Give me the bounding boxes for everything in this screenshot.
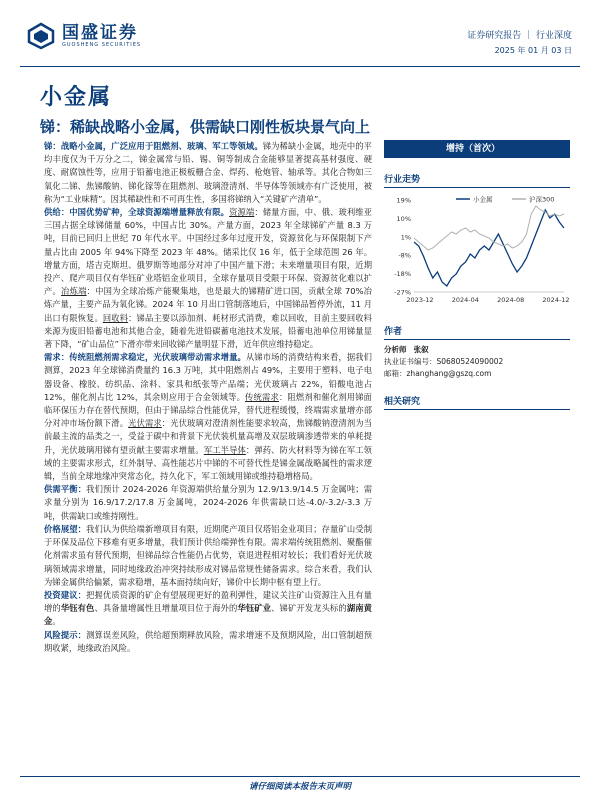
underline-term: 冶炼端 — [61, 286, 87, 297]
paragraph-text: ：阻燃剂和催化剂用锑面临环保压力存在替代预期，但由于锑品综合性能优异，替代进程缓慢，终端需求量增亦部分对冲市场份额下滑。 — [44, 391, 372, 429]
paragraph-investment — [44, 589, 372, 629]
paragraph-demand — [44, 351, 372, 483]
underline-term: 军工半导体 — [203, 444, 246, 455]
email-label: 邮箱： — [384, 369, 407, 378]
paragraph-keyword: 锑：战略小金属，广泛应用于阻燃剂、玻璃、军工等领域。 — [44, 141, 263, 151]
email-line — [384, 368, 570, 380]
paragraph-text: ：锑品主要以添加剂、耗材形式消费，难以回收，目前主要回收料来源为废旧铅蓄电池和其他合金，随着先进铅碳蓄电池技术发展，铅蓄电池单位用锑量显著下降，“矿山品位”下滑亦带来回收锑产量明显下滑，近年供应维持稳定。 — [44, 312, 372, 350]
page-title: 小金属 — [40, 84, 113, 110]
y-tick-label: 1% — [400, 233, 411, 242]
x-tick-label: 2024-08 — [497, 296, 525, 304]
underline-term: 传统需求 — [245, 391, 279, 402]
paragraph-text: 测算误差风险，供给超预期释放风险，需求增速不及预期风险，出口管制超预期收紧，地缘政治风险。 — [44, 629, 372, 653]
company-name: 华钰矿业 — [237, 603, 272, 614]
analyst-name: 张叙 — [413, 345, 429, 354]
trend-chart-svg — [384, 192, 570, 310]
analyst-info — [384, 344, 570, 380]
paragraph-text: 我们预计 2024-2026 年资源端供给量分别为 12.9/13.9/14.5 万金属吨；需求量分别为 16.9/17.2/17.8 万金属吨，2024-2026 年供需缺口达-4.0/-3.2/-3.3 万吨，供需缺口或维持刚性。 — [44, 484, 372, 521]
author-section-title: 作者 — [384, 324, 570, 340]
page-subtitle: 锑：稀缺战略小金属，供需缺口刚性板块景气向上 — [40, 118, 371, 136]
company-name: 华钰有色 — [60, 603, 95, 614]
report-header — [0, 0, 600, 70]
x-tick-label: 2024-04 — [451, 296, 479, 304]
related-section-title: 相关研究 — [384, 394, 570, 410]
trend-section-title: 行业走势 — [384, 172, 570, 188]
paragraph-text: 锑为稀缺小金属，地壳中的平均丰度仅为千万分之二，锑金属常与铅、锡、铜等制成合金能够显著提高基材强度、硬度、耐腐蚀性等，应用于铅蓄电池正极板栅合金、焊药、枪炮管、轴承等。其化合物如三氧化二锑、焦锑酸钠、锑化镓等在阻燃剂、玻璃澄清剂、半导体等领域亦有广泛使用，被称为“工业味精”。因其稀缺性和不可再生性，多国将锑纳入“关键矿产清单”。 — [44, 141, 372, 204]
paragraph-keyword: 供需平衡： — [44, 484, 87, 495]
y-tick-label: -18% — [394, 270, 411, 279]
paragraph-risk — [44, 629, 372, 655]
paragraph-keyword: 价格展望： — [44, 523, 87, 534]
footer-notice: 请仔细阅读本报告末页声明 — [248, 782, 351, 792]
rating-badge: 增持（首次） — [384, 140, 570, 158]
footer-divider — [20, 776, 580, 777]
report-date: 2025 年 01 月 03 日 — [494, 46, 572, 55]
header-divider — [20, 66, 580, 67]
analyst-label: 分析师 — [384, 345, 407, 354]
paragraph-text: ：储量方面，中、俄、玻利维亚三国占据全球锑储量 60%，中国占比 30%。产量方面，2023 年全球锑矿产量 8.3 万吨，目前已回归上世纪 70 年代水平。中国经过多年过度开发，资源贫化与环保限制下产量占比由 2005 年 94%下降至 2023 年 48%。储采比仅 16 年，低于全球范围 26 年。增量方面，塔吉克斯坦、俄罗斯等地部分对冲了中国产量下滑；未来增量项目有限，近期投产、爬产项目仅有华钰矿业塔铝金业项目，全球存量项目受限于环保、资源贫化难以扩产。 — [44, 207, 372, 297]
report-type: 证券研究报告 ｜ 行业深度 — [467, 31, 572, 41]
paragraph-balance — [44, 483, 372, 523]
paragraph-supply — [44, 206, 372, 351]
report-body — [44, 140, 372, 655]
paragraph-text: 、具备量增属性且增量项目位于海外的 — [94, 603, 238, 614]
paragraph-text: 从锑市场的消费结构来看，据我们测算，2023 年全球锑消费量约 16.3 万吨，其中阻燃剂占 49%，主要用于塑料、电子电器设备、橡胶、纺织品、涂料、家具和纸张等产品端；光伏玻璃占 22%，铅酸电池占 12%，催化剂占比 12%，其余则应用于合金领域等。 — [44, 352, 372, 402]
y-tick-label: -27% — [394, 288, 411, 297]
underline-term: 回收料 — [102, 312, 129, 323]
logo-mark-icon — [26, 22, 56, 50]
paragraph-text: ：中国为全球冶炼产能聚集地，也是最大的锑精矿进口国，贡献全球 70%冶炼产量，主要产品为氧化锑。2024 年 10 月出口管制落地后，中国锑品暂停外流，11 月出口有限恢复。 — [44, 286, 372, 323]
cert-line — [384, 356, 570, 368]
paragraph-keyword: 需求：传统阻燃剂需求稳定，光伏玻璃带动需求增量。 — [44, 352, 246, 363]
paragraph-text: 我们认为供给端新增项目有限，近期爬产项目仅塔铝金业项目；存量矿山受制于环保及品位下移难有更多增量，我们预计供给端弹性有限。需求端传统阻燃剂、聚酯催化剂需求虽有替代预期，但锑品综合性能仍占优势，衰退进程相对较长；我们看好光伏玻璃领域需求增量，同时地缘政治冲突持续形成对锑品常规性储备需求。综合来看，我们认为锑金属供给偏紧，需求稳增，基本面持续向好，锑价中长期中枢有望上行。 — [44, 523, 372, 587]
underline-term: 资源端 — [229, 207, 255, 218]
cert-number: S0680524090002 — [436, 357, 504, 366]
underline-term: 光伏需求 — [128, 418, 162, 429]
legend-label: 沪深300 — [529, 195, 555, 204]
trend-chart — [384, 192, 570, 310]
company-name: 湖南黄金 — [44, 603, 372, 627]
logo-en-text: GUOSHENG SECURITIES — [62, 41, 142, 48]
series-line-minor-metals — [414, 210, 564, 286]
paragraph-text: ：光伏玻璃对澄清剂性能要求较高，焦锑酸钠澄清剂为当前最主流的品类之一，受益于碳中和背景下光伏装机量高增及双层玻璃渗透带来的单耗提升，光伏玻璃用锑有望贡献主要需求增量。 — [44, 418, 372, 455]
legend-label: 小金属 — [473, 195, 493, 204]
y-tick-label: 10% — [396, 214, 411, 223]
paragraph-overview — [44, 140, 372, 206]
paragraph-keyword: 供给：中国优势矿种，全球资源端增量释放有限。 — [44, 207, 230, 218]
x-tick-label: 2024-12 — [542, 296, 570, 304]
paragraph-text: 把握优质资源的矿企有望展现更好的盈利弹性，建议关注矿山资源注入且有量增的 — [44, 589, 372, 614]
company-logo — [26, 22, 141, 50]
cert-label: 执业证书编号： — [384, 357, 437, 366]
sidebar — [384, 140, 570, 410]
paragraph-keyword: 风险提示： — [44, 629, 87, 640]
paragraph-text: 、锑矿开发龙头标的 — [271, 603, 347, 614]
paragraph-text: ：弹药、防火材料等为锑在军工领域的主要需求形式，红外制导、高性能芯片中锑的不可替代性是锑金属战略属性的需求逻辑，当前全球地缘冲突常态化，持久化下，军工领域用锑或维持稳增格局。 — [44, 444, 372, 482]
email-address[interactable]: zhanghang@gszq.com — [406, 369, 492, 378]
paragraph-keyword: 投资建议： — [44, 589, 87, 600]
logo-cn-text: 国盛证券 — [62, 22, 138, 43]
series-line-csi300 — [414, 206, 564, 250]
analyst-line — [384, 344, 570, 356]
paragraph-price-outlook — [44, 523, 372, 589]
y-tick-label: 19% — [396, 196, 411, 205]
y-tick-label: -8% — [398, 251, 411, 260]
paragraph-text: 。 — [52, 616, 61, 627]
x-tick-label: 2023-12 — [406, 296, 434, 304]
